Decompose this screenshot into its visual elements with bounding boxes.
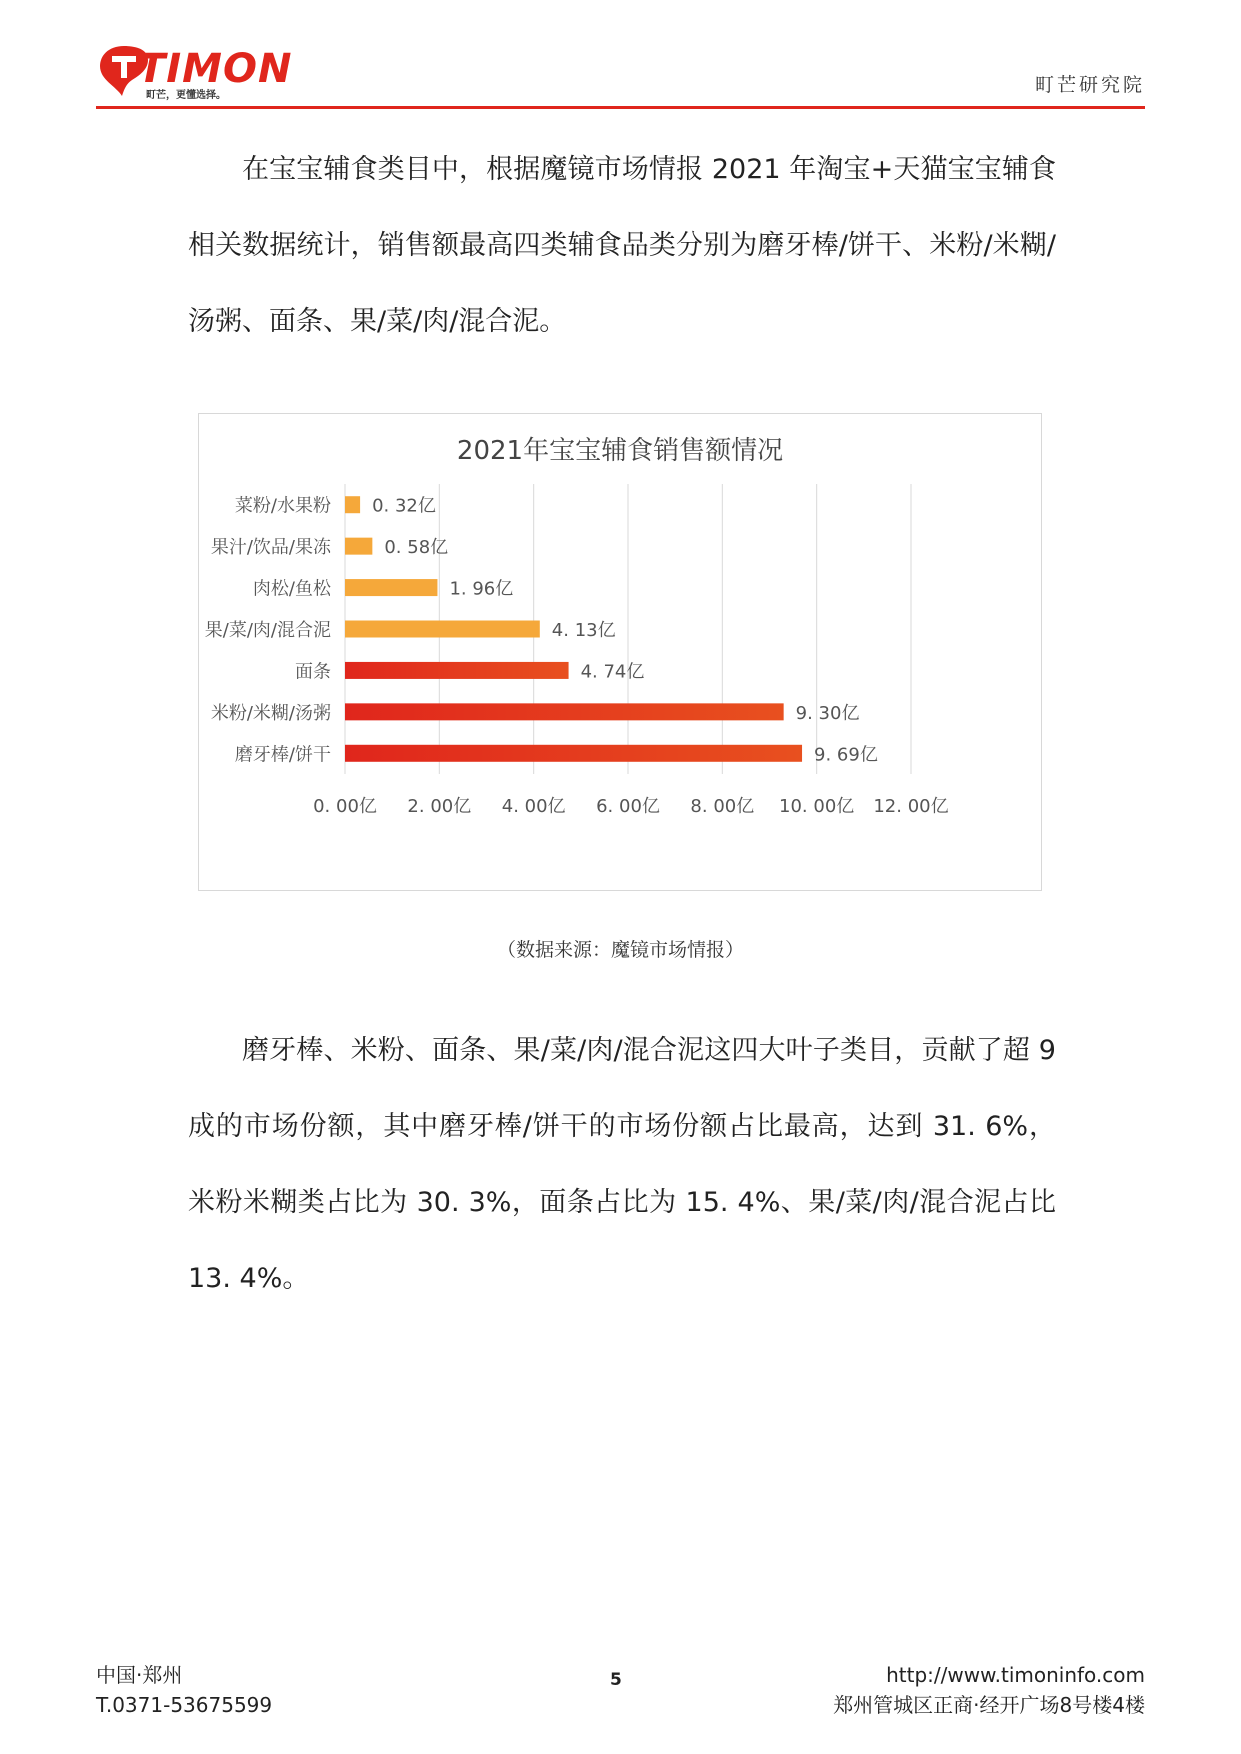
category-label: 面条 [295, 661, 331, 683]
bar [345, 496, 360, 513]
value-label: 4. 74亿 [580, 661, 645, 683]
value-label: 1. 96亿 [449, 578, 514, 600]
intro-paragraph-block [188, 132, 1056, 360]
intro-paragraph: 在宝宝辅食类目中，根据魔镜市场情报 2021 年淘宝+天猫宝宝辅食相关数据统计，销售额最高四类辅食品类分别为磨牙棒/饼干、米粉/米糊/汤粥、面条、果/菜/肉/混合泥。 [188, 154, 1056, 337]
header-divider [96, 106, 1145, 109]
page-number: 5 [610, 1670, 622, 1690]
category-label: 米粉/米糊/汤粥 [210, 702, 331, 724]
category-label: 果汁/饮品/果冻 [210, 537, 331, 559]
value-label: 0. 58亿 [384, 537, 449, 559]
x-tick-label: 2. 00亿 [407, 796, 472, 817]
category-label: 肉松/鱼松 [252, 578, 331, 600]
chart-title: 2021年宝宝辅食销售额情况 [456, 436, 784, 466]
footer-location: 中国·郑州 [96, 1663, 183, 1687]
analysis-paragraph: 磨牙棒、米粉、面条、果/菜/肉/混合泥这四大叶子类目，贡献了超 9 成的市场份额，其中磨牙棒/饼干的市场份额占比最高，达到 31. 6%，米粉米糊类占比为 30. 3%，面条占比为 15. 4%、果/菜/肉/混合泥占比 13. 4%。 [188, 1035, 1056, 1294]
chart-svg [199, 414, 1041, 890]
sales-bar-chart [198, 413, 1042, 891]
footer-contact [96, 1660, 272, 1720]
x-tick-label: 10. 00亿 [779, 796, 855, 817]
timon-logo [96, 40, 293, 101]
footer-phone: T.0371-53675599 [96, 1693, 273, 1717]
x-tick-label: 6. 00亿 [596, 796, 660, 817]
bar [345, 745, 802, 762]
category-label: 菜粉/水果粉 [234, 495, 331, 517]
value-label: 9. 69亿 [814, 744, 878, 766]
analysis-paragraph-block [188, 1013, 1056, 1317]
footer-website-link[interactable]: http://www.timoninfo.com [886, 1663, 1145, 1687]
logo-wordmark: TIMON [138, 46, 293, 92]
footer-address [833, 1660, 1145, 1720]
x-tick-label: 4. 00亿 [501, 796, 566, 817]
chart-labels [205, 496, 949, 817]
value-label: 9. 30亿 [795, 702, 860, 724]
header-org-name: 町芒研究院 [1034, 74, 1145, 96]
x-tick-label: 8. 00亿 [690, 796, 755, 817]
logo-slogan: 町芒，更懂选择。 [146, 90, 226, 101]
x-tick-label: 12. 00亿 [873, 796, 949, 817]
bar [345, 662, 569, 679]
bar [345, 579, 437, 596]
data-source-note: （数据来源：魔镜市场情报） [496, 939, 744, 961]
category-label: 果/菜/肉/混合泥 [204, 620, 331, 641]
bar [345, 538, 372, 555]
bar [345, 621, 540, 638]
x-tick-label: 0. 00亿 [313, 796, 377, 817]
value-label: 4. 13亿 [551, 620, 616, 641]
category-label: 磨牙棒/饼干 [234, 744, 331, 766]
value-label: 0. 32亿 [372, 495, 436, 517]
footer-street-address: 郑州管城区正商·经开广场8号楼4楼 [833, 1693, 1145, 1717]
bar [345, 703, 784, 720]
